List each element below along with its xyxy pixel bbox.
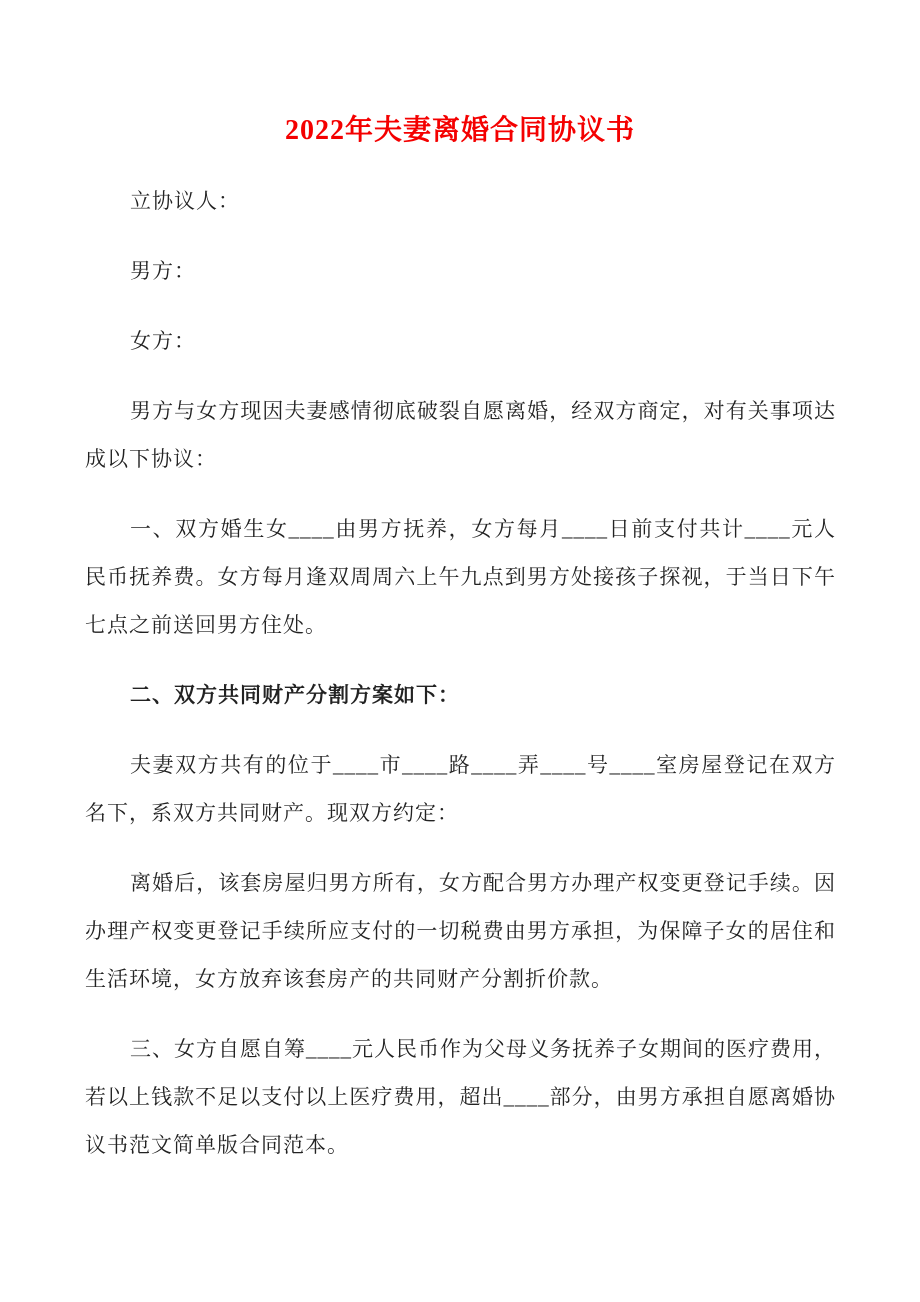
paragraph-section-1-custody: 一、双方婚生女____由男方抚养，女方每月____日前支付共计____元人民币抚养费。女方每月逢双周周六上午九点到男方处接孩子探视，于当日下午七点之前送回男方住处。 xyxy=(85,517,836,637)
paragraph-property-transfer: 离婚后，该套房屋归男方所有，女方配合男方办理产权变更登记手续。因办理产权变更登记手续所应支付的一切税费由男方承担，为保障子女的居住和生活环境，女方放弃该套房产的共同财产分割折价款。 xyxy=(85,871,836,991)
paragraph-section-3-medical: 三、女方自愿自筹____元人民币作为父母义务抚养子女期间的医疗费用，若以上钱款不足以支付以上医疗费用，超出____部分，由男方承担自愿离婚协议书范文简单版合同范本。 xyxy=(85,1037,836,1157)
paragraph-wife-label: 女方： xyxy=(130,329,196,353)
paragraph-preamble: 男方与女方现因夫妻感情彻底破裂自愿离婚，经双方商定，对有关事项达成以下协议： xyxy=(85,399,836,471)
document-body xyxy=(0,152,920,1169)
paragraph-parties-label: 立协议人： xyxy=(130,189,240,213)
document-title: 2022年夫妻离婚合同协议书 xyxy=(284,115,635,146)
paragraph-property-location: 夫妻双方共有的位于____市____路____弄____号____室房屋登记在双方名下，系双方共同财产。现双方约定： xyxy=(85,753,836,825)
paragraph-section-2-heading: 二、双方共同财产分割方案如下： xyxy=(130,683,460,707)
paragraph-husband-label: 男方： xyxy=(130,259,196,283)
